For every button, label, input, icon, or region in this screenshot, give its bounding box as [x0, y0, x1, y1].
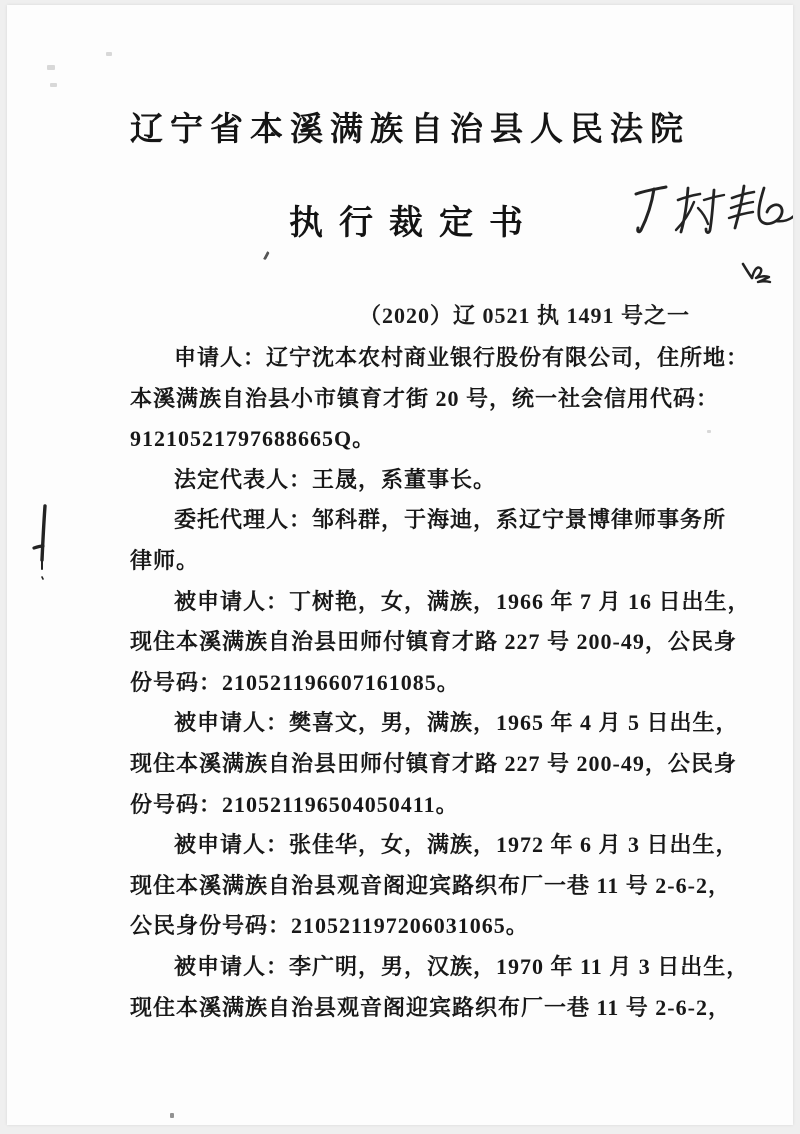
body-line: 律师。: [130, 547, 200, 573]
scan-speckle: [170, 1113, 174, 1118]
body-line: 委托代理人：邹科群，于海迪，系辽宁景博律师事务所: [174, 507, 727, 533]
body-line: 被申请人：丁树艳，女，满族，1966 年 7 月 16 日出生，: [174, 588, 751, 614]
body-line: 现住本溪满族自治县观音阁迎宾路织布厂一巷 11 号 2-6-2，: [130, 872, 731, 898]
scan-speckle: [707, 430, 711, 433]
body-line: 份号码：210521196504050411。: [130, 791, 459, 817]
body-line: 现住本溪满族自治县田师付镇育才路 227 号 200-49，公民身: [130, 629, 737, 655]
document-title: 执行裁定书: [289, 205, 539, 242]
flourish-strokes: [740, 258, 774, 290]
scan-speckle: [50, 83, 57, 87]
case-number: （2020）辽 0521 执 1491 号之一: [359, 303, 691, 328]
body-line: 被申请人：李广明，男，汉族，1970 年 11 月 3 日出生，: [174, 953, 750, 979]
court-name: 辽宁省本溪满族自治县人民法院: [130, 112, 690, 148]
paper-page: [7, 5, 793, 1125]
body-line: 被申请人：张佳华，女，满族，1972 年 6 月 3 日出生，: [174, 832, 739, 858]
body-line: 本溪满族自治县小市镇育才街 20 号，统一社会信用代码：: [130, 385, 720, 411]
body-line: 法定代表人：王晟，系董事长。: [174, 466, 497, 492]
handwriting-flourish: [740, 258, 774, 290]
stray-comma-mark: [262, 251, 270, 261]
body-line: 公民身份号码：210521197206031065。: [130, 913, 529, 939]
body-line: 91210521797688665Q。: [130, 426, 376, 452]
body-line: 现住本溪满族自治县田师付镇育才路 227 号 200-49，公民身: [130, 750, 737, 776]
ink-smudge-mark: [30, 498, 54, 584]
signature-strokes: [628, 178, 793, 248]
body-line: 申请人：辽宁沈本农村商业银行股份有限公司，住所地：: [174, 345, 750, 370]
scan-speckle: [47, 65, 55, 70]
scan-speckle: [106, 52, 112, 56]
document-body: [130, 338, 751, 1028]
body-line: 被申请人：樊喜文，男，满族，1965 年 4 月 5 日出生，: [174, 710, 739, 736]
ink-mark-strokes: [30, 498, 54, 584]
body-line: 份号码：210521196607161085。: [130, 669, 460, 695]
body-line: 现住本溪满族自治县观音阁迎宾路织布厂一巷 11 号 2-6-2，: [130, 994, 731, 1020]
handwritten-signature: [628, 178, 793, 248]
